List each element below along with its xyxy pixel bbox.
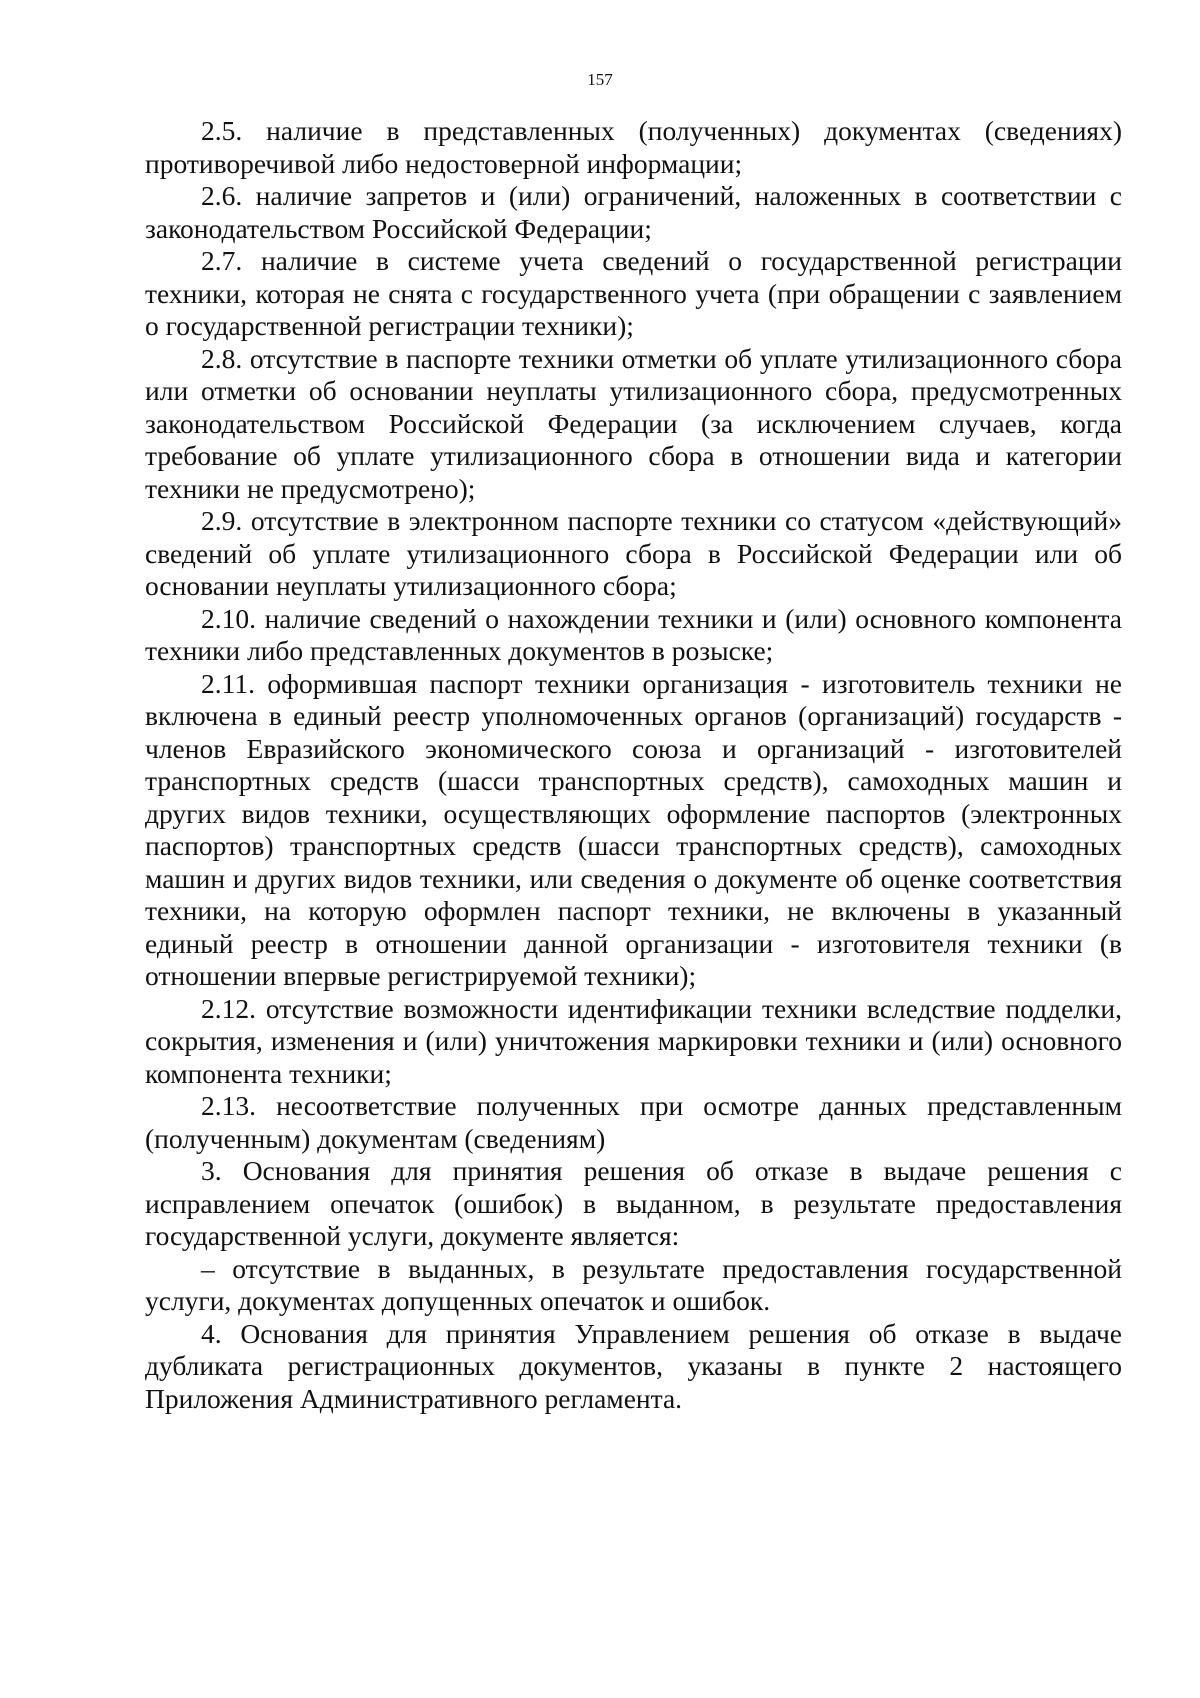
- paragraph-2-5: 2.5. наличие в представленных (полученных) документах (сведениях) противоречивой либо недостоверной информации;: [145, 115, 1122, 179]
- document-body: [145, 115, 1122, 1415]
- page-number: 157: [587, 70, 613, 89]
- paragraph-4: 4. Основания для принятия Управлением решения об отказе в выдаче дубликата регистрационных документов, указаны в пункте 2 настоящего Приложения Административного регламента.: [145, 1317, 1122, 1414]
- paragraph-3-dash: – отсутствие в выданных, в результате предоставления государственной услуги, документах допущенных опечаток и ошибок.: [145, 1252, 1122, 1316]
- paragraph-2-8: 2.8. отсутствие в паспорте техники отметки об уплате утилизационного сбора или отметки об основании неуплаты утилизационного сбора, предусмотренных законодательством Российской Федерации (за исключением случаев, когда требование об уплате утилизационного сбора в отношении вида и категории техники не предусмотрено);: [145, 342, 1122, 504]
- paragraph-2-12: 2.12. отсутствие возможности идентификации техники вследствие подделки, сокрытия, изменения и (или) уничтожения маркировки техники и (или) основного компонента техники;: [145, 992, 1122, 1089]
- paragraph-2-6: 2.6. наличие запретов и (или) ограничений, наложенных в соответствии с законодательством Российской Федерации;: [145, 180, 1122, 244]
- paragraph-3: 3. Основания для принятия решения об отказе в выдаче решения с исправлением опечаток (ошибок) в выданном, в результате предоставления государственной услуги, документе является:: [145, 1155, 1122, 1251]
- paragraph-2-7: 2.7. наличие в системе учета сведений о государственной регистрации техники, которая не снята с государственного учета (при обращении с заявлением о государственной регистрации техники);: [145, 245, 1122, 341]
- paragraph-2-13: 2.13. несоответствие полученных при осмотре данных представленным (полученным) документам (сведениям): [145, 1090, 1122, 1154]
- paragraph-2-11: 2.11. оформившая паспорт техники организация - изготовитель техники не включена в единый реестр уполномоченных органов (организаций) государств - членов Евразийского экономического союза и организаций - изготовителей транспортных средств (шасси транспортных средств), самоходных машин и других видов техники, осуществляющих оформление паспортов (электронных паспортов) транспортных средств (шасси транспортных средств), самоходных машин и других видов техники, или сведения о документе об оценке соответствия техники, на которую оформлен паспорт техники, не включены в указанный единый реестр в отношении данной организации - изготовителя техники (в отношении впервые регистрируемой техники);: [145, 667, 1122, 991]
- paragraph-2-10: 2.10. наличие сведений о нахождении техники и (или) основного компонента техники либо представленных документов в розыске;: [145, 602, 1122, 666]
- paragraph-2-9: 2.9. отсутствие в электронном паспорте техники со статусом «действующий» сведений об уплате утилизационного сбора в Российской Федерации или об основании неуплаты утилизационного сбора;: [145, 505, 1122, 601]
